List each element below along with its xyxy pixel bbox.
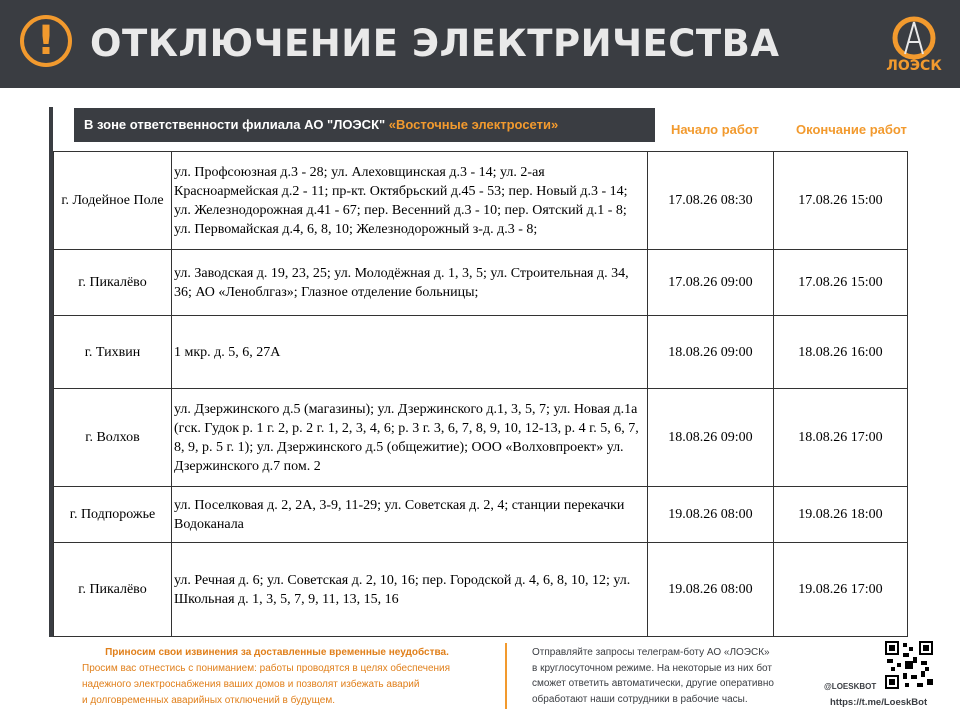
- city-cell: г. Волхов: [54, 389, 172, 487]
- start-time-cell: 19.08.26 08:00: [648, 543, 774, 637]
- bot-info-line: обработают наши сотрудники в рабочие часы.: [532, 693, 748, 705]
- address-cell: ул. Профсоюзная д.3 - 28; ул. Алеховщинская д.3 - 14; ул. 2-ая Красноармейская д.2 - 11; пр-кт. Октябрьский д.45 - 53; пер. Новый д.3 - 14; ул. Железнодорожная д.41 - 67; пер. Весенний д.3 - 10; пер. Оятский д.1 - 8; ул. Первомайская д.4, 6, 8, 10; Железнодорожный з-д. д.3 - 8;: [172, 152, 648, 250]
- start-time-cell: 17.08.26 09:00: [648, 250, 774, 316]
- table-row: [54, 487, 908, 543]
- address-cell: ул. Поселковая д. 2, 2А, 3-9, 11-29; ул. Советская д. 2, 4; станции перекачки Водоканала: [172, 487, 648, 543]
- bot-info-block: [532, 645, 812, 707]
- end-time-cell: 17.08.26 15:00: [774, 152, 908, 250]
- branch-prefix: В зоне ответственности филиала АО "ЛОЭСК": [84, 117, 386, 132]
- schedule-table: [53, 151, 908, 637]
- bot-handle: @LOESKBOT: [824, 682, 877, 691]
- warning-icon: !: [20, 15, 72, 67]
- end-time-cell: 19.08.26 17:00: [774, 543, 908, 637]
- logo-text: ЛОЭСК: [886, 58, 942, 74]
- end-time-cell: 18.08.26 16:00: [774, 316, 908, 389]
- address-cell: ул. Речная д. 6; ул. Советская д. 2, 10, 16; пер. Городской д. 4, 6, 8, 10, 12; ул. Школьная д. 1, 3, 5, 7, 9, 11, 13, 15, 16: [172, 543, 648, 637]
- table-row: [54, 543, 908, 637]
- column-header-start: Начало работ: [671, 122, 759, 137]
- city-cell: г. Пикалёво: [54, 250, 172, 316]
- table-row: [54, 389, 908, 487]
- branch-name: «Восточные электросети»: [388, 117, 559, 132]
- start-time-cell: 18.08.26 09:00: [648, 389, 774, 487]
- qr-code-icon[interactable]: [885, 641, 933, 689]
- address-cell: 1 мкр. д. 5, 6, 27А: [172, 316, 648, 389]
- end-time-cell: 18.08.26 17:00: [774, 389, 908, 487]
- city-cell: г. Тихвин: [54, 316, 172, 389]
- footer: [0, 637, 960, 720]
- bot-link[interactable]: https://t.me/LoeskBot: [830, 697, 928, 708]
- city-cell: г. Пикалёво: [54, 543, 172, 637]
- end-time-cell: 17.08.26 15:00: [774, 250, 908, 316]
- start-time-cell: 17.08.26 08:30: [648, 152, 774, 250]
- table-row: [54, 316, 908, 389]
- apology-heading: Приносим свои извинения за доставленные временные неудобства.: [105, 647, 449, 658]
- branch-label: [74, 108, 655, 142]
- bot-info-line: в круглосуточном режиме. На некоторые из них бот: [532, 662, 772, 674]
- address-cell: ул. Заводская д. 19, 23, 25; ул. Молодёжная д. 1, 3, 5; ул. Строительная д. 34, 36; АО «Леноблгаз»; Глазное отделение больницы;: [172, 250, 648, 316]
- bot-info-line: сможет ответить автоматически, другие оперативно: [532, 678, 774, 689]
- footer-divider: [505, 643, 507, 709]
- bot-info-line: Отправляйте запросы телеграм-боту АО «ЛОЭСК»: [532, 647, 770, 658]
- apology-line: надежного электроснабжения ваших домов и позволят избежать аварий: [82, 679, 420, 690]
- column-header-end: Окончание работ: [796, 122, 907, 137]
- start-time-cell: 18.08.26 09:00: [648, 316, 774, 389]
- address-cell: ул. Дзержинского д.5 (магазины); ул. Дзержинского д.1, 3, 5, 7; ул. Новая д.1а (гск. Гудок р. 1 г. 2, р. 2 г. 1, 2, 3, 4, 6; р. 3 г. 3, 6, 7, 8, 9, 10, 12-13, р. 4 г. 5, 6, 7, 8, 9, р. 5 г. 1); ул. Дзержинского д.5 (общежитие); ООО «Волховпроект» ул. Дзержинского д.7 пом. 2: [172, 389, 648, 487]
- header-banner: [0, 0, 960, 88]
- city-cell: г. Лодейное Поле: [54, 152, 172, 250]
- start-time-cell: 19.08.26 08:00: [648, 487, 774, 543]
- apology-line: и долговременных аварийных отключений в будущем.: [82, 695, 335, 706]
- end-time-cell: 19.08.26 18:00: [774, 487, 908, 543]
- page-title: ОТКЛЮЧЕНИЕ ЭЛЕКТРИЧЕСТВА: [90, 22, 780, 65]
- table-row: [54, 152, 908, 250]
- table-row: [54, 250, 908, 316]
- city-cell: г. Подпорожье: [54, 487, 172, 543]
- apology-line: Просим вас отнестись с пониманием: работы проводятся в целях обеспечения: [82, 663, 451, 674]
- apology-block: [82, 645, 492, 709]
